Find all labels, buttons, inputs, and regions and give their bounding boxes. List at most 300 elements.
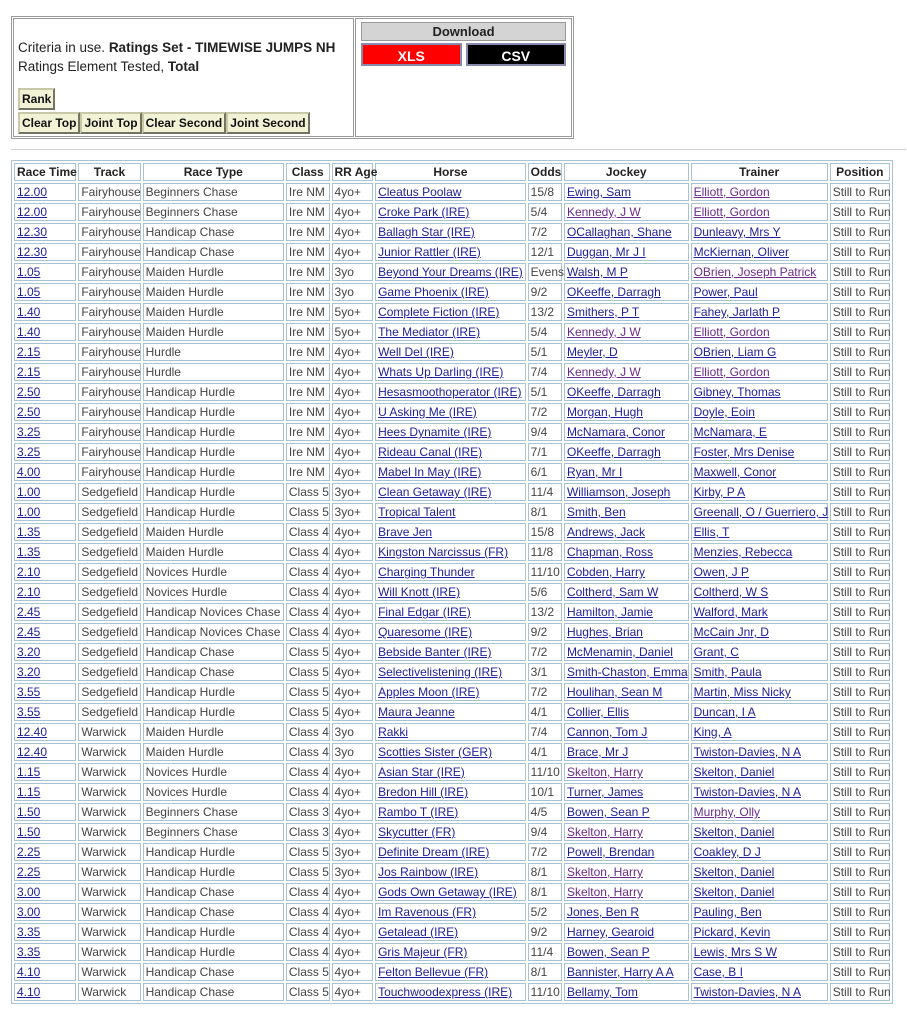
trainer-link[interactable]: Menzies, Rebecca [693, 545, 793, 559]
class-cell: Ire NM [286, 263, 330, 281]
horse-cell [375, 903, 526, 921]
jockey-cell [564, 263, 689, 281]
horse-cell [375, 583, 526, 601]
horse-link[interactable]: Hesasmoothoperator (IRE) [378, 385, 522, 399]
jockey-cell [564, 883, 689, 901]
trainer-link[interactable]: Elliott, Gordon [693, 205, 770, 219]
jockey-link[interactable]: Walsh, M P [566, 265, 628, 279]
horse-link[interactable]: Mabel In May (IRE) [378, 465, 482, 479]
jockey-link[interactable]: Collier, Ellis [566, 705, 629, 719]
race-time-link[interactable]: 1.05 [17, 285, 41, 299]
jockey-link[interactable]: Houlihan, Sean M [566, 685, 663, 699]
race-time-link[interactable]: 3.25 [17, 425, 41, 439]
position-cell: Still to Run [830, 383, 890, 401]
track-cell: Fairyhouse [78, 343, 140, 361]
trainer-cell [691, 983, 828, 1001]
jockey-link[interactable]: Skelton, Harry [566, 885, 643, 899]
race-time-link[interactable]: 1.50 [17, 825, 41, 839]
trainer-cell [691, 403, 828, 421]
race-time-cell [14, 843, 76, 861]
race-time-link[interactable]: 12.40 [17, 725, 48, 739]
element-tested-value: Total [167, 59, 200, 74]
position-cell: Still to Run [830, 663, 890, 681]
horse-link[interactable]: Rideau Canal (IRE) [378, 445, 483, 459]
clear-second-button[interactable]: Clear Second [142, 112, 227, 134]
race-time-link[interactable]: 3.35 [17, 945, 41, 959]
track-cell: Sedgefield [78, 643, 140, 661]
table-row [14, 983, 890, 1001]
horse-cell [375, 343, 526, 361]
track-cell: Fairyhouse [78, 403, 140, 421]
race-time-cell [14, 363, 76, 381]
jockey-link[interactable]: Cobden, Harry [566, 565, 645, 579]
table-row [14, 643, 890, 661]
jockey-link[interactable]: Duggan, Mr J I [566, 245, 646, 259]
trainer-link[interactable]: Murphy, Olly [693, 805, 761, 819]
jockey-cell [564, 243, 689, 261]
track-cell: Warwick [78, 903, 140, 921]
trainer-link[interactable]: Skelton, Daniel [693, 865, 775, 879]
race-type-cell: Beginners Chase [143, 183, 284, 201]
race-time-link[interactable]: 1.15 [17, 765, 41, 779]
trainer-link[interactable]: Twiston-Davies, N A [693, 985, 801, 999]
jockey-cell [564, 943, 689, 961]
race-time-link[interactable]: 2.50 [17, 385, 41, 399]
horse-link[interactable]: Charging Thunder [378, 565, 475, 579]
trainer-link[interactable]: Fahey, Jarlath P [693, 305, 781, 319]
rr-age-cell: 3yo [332, 743, 374, 761]
horse-link[interactable]: Bredon Hill (IRE) [378, 785, 469, 799]
race-time-link[interactable]: 1.00 [17, 485, 41, 499]
race-time-link[interactable]: 3.25 [17, 445, 41, 459]
trainer-link[interactable]: McCain Jnr, D [693, 625, 769, 639]
track-cell: Warwick [78, 743, 140, 761]
race-time-link[interactable]: 3.55 [17, 705, 41, 719]
trainer-link[interactable]: Twiston-Davies, N A [693, 745, 801, 759]
jockey-link[interactable]: Cannon, Tom J [566, 725, 648, 739]
results-table [11, 160, 893, 1004]
horse-link[interactable]: Rambo T (IRE) [378, 805, 459, 819]
race-time-link[interactable]: 2.45 [17, 605, 41, 619]
jockey-link[interactable]: Smith-Chaston, Emma [566, 665, 688, 679]
horse-link[interactable]: Jos Rainbow (IRE) [378, 865, 479, 879]
table-header-row [14, 163, 890, 181]
table-body [14, 183, 890, 1001]
trainer-link[interactable]: OBrien, Joseph Patrick [693, 265, 817, 279]
horse-link[interactable]: Game Phoenix (IRE) [378, 285, 489, 299]
jockey-link[interactable]: Andrews, Jack [566, 525, 645, 539]
race-type-cell: Beginners Chase [143, 803, 284, 821]
trainer-cell [691, 263, 828, 281]
trainer-link[interactable]: Elliott, Gordon [693, 365, 770, 379]
horse-link[interactable]: Maura Jeanne [378, 705, 455, 719]
xls-download-button[interactable]: XLS [361, 43, 462, 66]
jockey-link[interactable]: Harney, Gearoid [566, 925, 655, 939]
jockey-link[interactable]: Skelton, Harry [566, 765, 643, 779]
odds-cell: 4/1 [528, 703, 562, 721]
class-cell: Class 4 [286, 743, 330, 761]
trainer-link[interactable]: McNamara, E [693, 425, 767, 439]
race-time-link[interactable]: 1.50 [17, 805, 41, 819]
horse-link[interactable]: Complete Fiction (IRE) [378, 305, 500, 319]
race-time-link[interactable]: 3.00 [17, 885, 41, 899]
trainer-link[interactable]: Case, B I [693, 965, 743, 979]
horse-cell [375, 243, 526, 261]
horse-cell [375, 523, 526, 541]
race-time-link[interactable]: 12.40 [17, 745, 48, 759]
jockey-cell [564, 923, 689, 941]
race-type-cell: Handicap Novices Chase [143, 603, 284, 621]
jockey-link[interactable]: Skelton, Harry [566, 825, 643, 839]
table-row [14, 583, 890, 601]
race-time-link[interactable]: 1.35 [17, 525, 41, 539]
csv-download-button[interactable]: CSV [466, 43, 567, 66]
horse-link[interactable]: Apples Moon (IRE) [378, 685, 480, 699]
jockey-link[interactable]: Jones, Ben R [566, 905, 639, 919]
jockey-link[interactable]: OCallaghan, Shane [566, 225, 672, 239]
trainer-link[interactable]: Power, Paul [693, 285, 758, 299]
trainer-cell [691, 563, 828, 581]
horse-link[interactable]: Gods Own Getaway (IRE) [378, 885, 517, 899]
jockey-link[interactable]: Kennedy, J W [566, 325, 641, 339]
horse-link[interactable]: Junior Rattler (IRE) [378, 245, 481, 259]
rr-age-cell: 4yo+ [332, 623, 374, 641]
horse-cell [375, 603, 526, 621]
race-time-cell [14, 723, 76, 741]
rr-age-cell: 4yo+ [332, 463, 374, 481]
race-time-link[interactable]: 1.00 [17, 505, 41, 519]
odds-cell: 3/1 [528, 663, 562, 681]
trainer-link[interactable]: Dunleavy, Mrs Y [693, 225, 781, 239]
class-cell: Class 4 [286, 763, 330, 781]
class-cell: Class 5 [286, 483, 330, 501]
race-time-link[interactable]: 12.30 [17, 225, 48, 239]
trainer-link[interactable]: Pickard, Kevin [693, 925, 771, 939]
horse-link[interactable]: Rakki [378, 725, 409, 739]
race-time-cell [14, 943, 76, 961]
trainer-link[interactable]: Gibney, Thomas [693, 385, 781, 399]
race-time-link[interactable]: 1.05 [17, 265, 41, 279]
horse-link[interactable]: Tropical Talent [378, 505, 456, 519]
table-row [14, 743, 890, 761]
race-time-link[interactable]: 3.55 [17, 685, 41, 699]
trainer-cell [691, 383, 828, 401]
race-type-cell: Handicap Hurdle [143, 503, 284, 521]
race-time-link[interactable]: 3.20 [17, 645, 41, 659]
horse-cell [375, 743, 526, 761]
race-time-cell [14, 923, 76, 941]
table-row [14, 863, 890, 881]
column-header-horse: Horse [375, 163, 526, 181]
race-type-cell: Handicap Chase [143, 643, 284, 661]
trainer-cell [691, 923, 828, 941]
trainer-link[interactable]: OBrien, Liam G [693, 345, 777, 359]
jockey-link[interactable]: Hughes, Brian [566, 625, 643, 639]
rr-age-cell: 4yo+ [332, 443, 374, 461]
position-cell: Still to Run [830, 403, 890, 421]
race-time-link[interactable]: 2.45 [17, 625, 41, 639]
trainer-link[interactable]: Greenall, O / Guerriero, J [693, 505, 829, 519]
race-time-link[interactable]: 12.00 [17, 185, 48, 199]
track-cell: Fairyhouse [78, 283, 140, 301]
race-type-cell: Handicap Chase [143, 963, 284, 981]
horse-cell [375, 863, 526, 881]
horse-link[interactable]: Scotties Sister (GER) [378, 745, 493, 759]
jockey-cell [564, 803, 689, 821]
jockey-link[interactable]: McMenamin, Daniel [566, 645, 673, 659]
race-time-link[interactable]: 4.00 [17, 465, 41, 479]
jockey-cell [564, 843, 689, 861]
race-time-link[interactable]: 3.20 [17, 665, 41, 679]
trainer-cell [691, 523, 828, 541]
horse-link[interactable]: Whats Up Darling (IRE) [378, 365, 504, 379]
column-header-race-type: Race Type [143, 163, 284, 181]
class-cell: Class 5 [286, 643, 330, 661]
position-cell: Still to Run [830, 283, 890, 301]
race-time-link[interactable]: 1.40 [17, 325, 41, 339]
horse-link[interactable]: Bebside Banter (IRE) [378, 645, 492, 659]
horse-cell [375, 423, 526, 441]
rr-age-cell: 4yo+ [332, 823, 374, 841]
joint-top-button[interactable]: Joint Top [80, 112, 141, 134]
race-time-link[interactable]: 4.10 [17, 965, 41, 979]
trainer-link[interactable]: Twiston-Davies, N A [693, 785, 801, 799]
race-type-cell: Maiden Hurdle [143, 723, 284, 741]
jockey-link[interactable]: Bellamy, Tom [566, 985, 638, 999]
trainer-link[interactable]: Duncan, I A [693, 705, 756, 719]
table-row [14, 823, 890, 841]
horse-link[interactable]: Skycutter (FR) [378, 825, 456, 839]
race-time-link[interactable]: 1.35 [17, 545, 41, 559]
rr-age-cell: 4yo+ [332, 803, 374, 821]
table-row [14, 363, 890, 381]
class-cell: Ire NM [286, 223, 330, 241]
jockey-link[interactable]: OKeeffe, Darragh [566, 285, 661, 299]
race-time-link[interactable]: 2.15 [17, 345, 41, 359]
trainer-cell [691, 743, 828, 761]
race-time-link[interactable]: 1.15 [17, 785, 41, 799]
jockey-link[interactable]: Morgan, Hugh [566, 405, 643, 419]
track-cell: Sedgefield [78, 523, 140, 541]
race-time-link[interactable]: 2.25 [17, 845, 41, 859]
track-cell: Sedgefield [78, 663, 140, 681]
odds-cell: 6/1 [528, 463, 562, 481]
class-cell: Class 4 [286, 883, 330, 901]
jockey-link[interactable]: Kennedy, J W [566, 205, 641, 219]
trainer-link[interactable]: Owen, J P [693, 565, 749, 579]
rr-age-cell: 4yo+ [332, 703, 374, 721]
trainer-link[interactable]: Doyle, Eoin [693, 405, 755, 419]
jockey-cell [564, 223, 689, 241]
horse-link[interactable]: Will Knott (IRE) [378, 585, 461, 599]
jockey-link[interactable]: Ryan, Mr I [566, 465, 623, 479]
track-cell: Sedgefield [78, 603, 140, 621]
trainer-link[interactable]: Pauling, Ben [693, 905, 762, 919]
horse-link[interactable]: Getalead (IRE) [378, 925, 459, 939]
race-time-cell [14, 663, 76, 681]
jockey-link[interactable]: Brace, Mr J [566, 745, 629, 759]
jockey-link[interactable]: Hamilton, Jamie [566, 605, 653, 619]
horse-link[interactable]: Beyond Your Dreams (IRE) [378, 265, 523, 279]
jockey-cell [564, 563, 689, 581]
race-time-cell [14, 803, 76, 821]
jockey-link[interactable]: Skelton, Harry [566, 865, 643, 879]
position-cell: Still to Run [830, 903, 890, 921]
joint-second-button[interactable]: Joint Second [226, 112, 309, 134]
odds-cell: 9/2 [528, 923, 562, 941]
class-cell: Class 4 [286, 923, 330, 941]
horse-link[interactable]: Selectivelistening (IRE) [378, 665, 503, 679]
horse-cell [375, 263, 526, 281]
trainer-link[interactable]: Ellis, T [693, 525, 730, 539]
track-cell: Warwick [78, 783, 140, 801]
trainer-link[interactable]: Skelton, Daniel [693, 885, 775, 899]
race-time-link[interactable]: 2.25 [17, 865, 41, 879]
jockey-link[interactable]: Williamson, Joseph [566, 485, 671, 499]
table-row [14, 943, 890, 961]
race-time-link[interactable]: 12.00 [17, 205, 48, 219]
race-time-link[interactable]: 3.35 [17, 925, 41, 939]
trainer-link[interactable]: Coakley, D J [693, 845, 761, 859]
rr-age-cell: 3yo+ [332, 483, 374, 501]
jockey-cell [564, 403, 689, 421]
trainer-link[interactable]: King, A [693, 725, 732, 739]
horse-cell [375, 623, 526, 641]
table-row [14, 483, 890, 501]
jockey-link[interactable]: Kennedy, J W [566, 365, 641, 379]
race-time-link[interactable]: 2.10 [17, 585, 41, 599]
race-time-link[interactable]: 2.10 [17, 565, 41, 579]
race-time-link[interactable]: 3.00 [17, 905, 41, 919]
horse-link[interactable]: Definite Dream (IRE) [378, 845, 490, 859]
race-time-cell [14, 203, 76, 221]
table-row [14, 763, 890, 781]
race-time-link[interactable]: 12.30 [17, 245, 48, 259]
jockey-cell [564, 363, 689, 381]
rank-button[interactable]: Rank [18, 88, 55, 110]
download-cell [355, 18, 572, 137]
horse-link[interactable]: Kingston Narcissus (FR) [378, 545, 509, 559]
position-cell: Still to Run [830, 603, 890, 621]
horse-link[interactable]: Hees Dynamite (IRE) [378, 425, 492, 439]
race-time-cell [14, 283, 76, 301]
horse-link[interactable]: Clean Getaway (IRE) [378, 485, 492, 499]
race-time-link[interactable]: 2.15 [17, 365, 41, 379]
horse-link[interactable]: Cleatus Poolaw [378, 185, 462, 199]
horse-cell [375, 943, 526, 961]
jockey-link[interactable]: Ewing, Sam [566, 185, 631, 199]
horse-link[interactable]: Final Edgar (IRE) [378, 605, 471, 619]
race-type-cell: Handicap Hurdle [143, 483, 284, 501]
jockey-link[interactable]: McNamara, Conor [566, 425, 665, 439]
trainer-link[interactable]: Elliott, Gordon [693, 325, 770, 339]
trainer-link[interactable]: Martin, Miss Nicky [693, 685, 791, 699]
jockey-link[interactable]: Bowen, Sean P [566, 945, 650, 959]
trainer-link[interactable]: Skelton, Daniel [693, 765, 775, 779]
position-cell: Still to Run [830, 743, 890, 761]
horse-cell [375, 203, 526, 221]
rr-age-cell: 4yo+ [332, 963, 374, 981]
jockey-link[interactable]: Coltherd, Sam W [566, 585, 659, 599]
horse-link[interactable]: U Asking Me (IRE) [378, 405, 477, 419]
class-cell: Ire NM [286, 203, 330, 221]
horse-link[interactable]: Touchwoodexpress (IRE) [378, 985, 513, 999]
horse-link[interactable]: Gris Majeur (FR) [378, 945, 468, 959]
horse-link[interactable]: Croke Park (IRE) [378, 205, 470, 219]
odds-cell: 5/1 [528, 343, 562, 361]
horse-link[interactable]: Ballagh Star (IRE) [378, 225, 475, 239]
jockey-link[interactable]: Smith, Ben [566, 505, 626, 519]
jockey-link[interactable]: Bannister, Harry A A [566, 965, 674, 979]
trainer-cell [691, 503, 828, 521]
race-time-link[interactable]: 4.10 [17, 985, 41, 999]
odds-cell: 4/1 [528, 743, 562, 761]
table-row [14, 403, 890, 421]
track-cell: Fairyhouse [78, 303, 140, 321]
trainer-link[interactable]: Walford, Mark [693, 605, 768, 619]
horse-link[interactable]: Brave Jen [378, 525, 433, 539]
trainer-link[interactable]: Kirby, P A [693, 485, 746, 499]
trainer-link[interactable]: Maxwell, Conor [693, 465, 777, 479]
horse-cell [375, 303, 526, 321]
race-time-link[interactable]: 1.40 [17, 305, 41, 319]
trainer-link[interactable]: Lewis, Mrs S W [693, 945, 777, 959]
jockey-link[interactable]: Turner, James [566, 785, 644, 799]
jockey-link[interactable]: Bowen, Sean P [566, 805, 650, 819]
odds-cell: 4/5 [528, 803, 562, 821]
race-time-link[interactable]: 2.50 [17, 405, 41, 419]
horse-link[interactable]: Well Del (IRE) [378, 345, 454, 359]
trainer-link[interactable]: Grant, C [693, 645, 739, 659]
class-cell: Ire NM [286, 443, 330, 461]
jockey-link[interactable]: Powell, Brendan [566, 845, 655, 859]
jockey-cell [564, 743, 689, 761]
jockey-link[interactable]: OKeeffe, Darragh [566, 445, 661, 459]
jockey-link[interactable]: Smithers, P T [566, 305, 640, 319]
horse-link[interactable]: Quaresome (IRE) [378, 625, 473, 639]
trainer-link[interactable]: Foster, Mrs Denise [693, 445, 795, 459]
jockey-link[interactable]: Chapman, Ross [566, 545, 653, 559]
class-cell: Class 4 [286, 623, 330, 641]
horse-link[interactable]: Felton Bellevue (FR) [378, 965, 489, 979]
jockey-cell [564, 543, 689, 561]
jockey-link[interactable]: OKeeffe, Darragh [566, 385, 661, 399]
trainer-link[interactable]: Elliott, Gordon [693, 185, 770, 199]
odds-cell: 5/6 [528, 583, 562, 601]
horse-cell [375, 923, 526, 941]
horse-link[interactable]: Asian Star (IRE) [378, 765, 465, 779]
trainer-link[interactable]: Smith, Paula [693, 665, 762, 679]
trainer-link[interactable]: Skelton, Daniel [693, 825, 775, 839]
trainer-link[interactable]: McKiernan, Oliver [693, 245, 789, 259]
criteria-panel [11, 16, 574, 139]
position-cell: Still to Run [830, 563, 890, 581]
horse-link[interactable]: The Mediator (IRE) [378, 325, 481, 339]
jockey-cell [564, 343, 689, 361]
table-row [14, 323, 890, 341]
horse-link[interactable]: Im Ravenous (FR) [378, 905, 477, 919]
trainer-cell [691, 463, 828, 481]
trainer-link[interactable]: Coltherd, W S [693, 585, 769, 599]
column-header-track: Track [78, 163, 140, 181]
odds-cell: 9/2 [528, 623, 562, 641]
jockey-link[interactable]: Meyler, D [566, 345, 618, 359]
odds-cell: 9/2 [528, 283, 562, 301]
position-cell: Still to Run [830, 923, 890, 941]
track-cell: Fairyhouse [78, 263, 140, 281]
race-type-cell: Hurdle [143, 343, 284, 361]
clear-top-button[interactable]: Clear Top [18, 112, 80, 134]
